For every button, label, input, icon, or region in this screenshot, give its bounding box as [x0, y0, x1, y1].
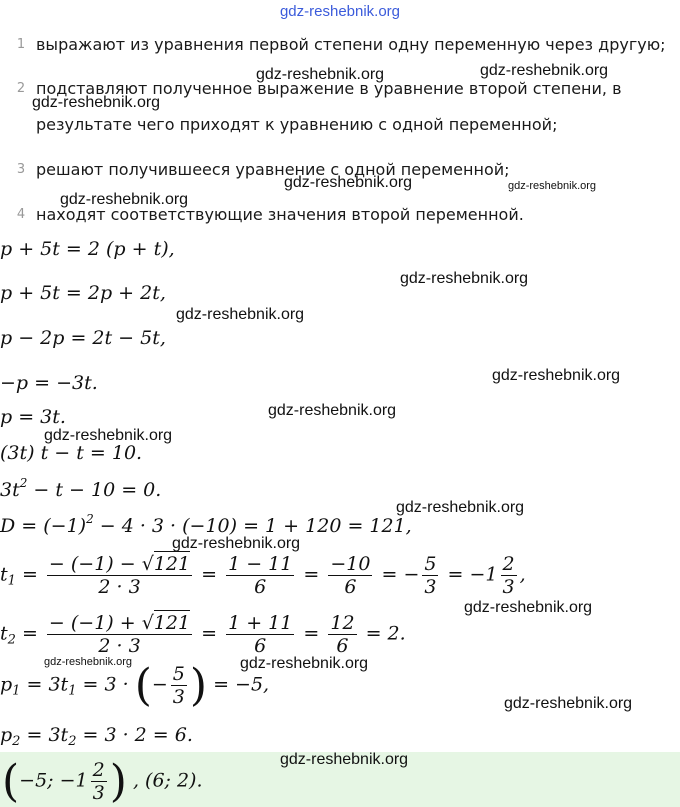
p1-b: = 3t — [20, 673, 69, 696]
step-text-line-2: результате чего приходят к уравнению с одной переменной; — [36, 115, 558, 134]
p2-asub: 2 — [12, 734, 21, 749]
p1-a: p — [0, 673, 13, 696]
t2-f3-num: 12 — [330, 612, 355, 634]
t2-root: 121 — [153, 612, 191, 634]
step-number: 1 — [16, 37, 26, 52]
site-header[interactable]: gdz-reshebnik.org — [279, 3, 401, 20]
eq7-sup: 2 — [19, 476, 28, 490]
watermark: gdz-reshebnik.org — [32, 94, 161, 111]
root-t2: $t_2$ = $\frac{- (-1) + √121}{2 \cdot 3}$ = $\frac{1 + 11}{6}$ = $\frac{12}{6}$ = 2. — [0, 612, 406, 657]
p1-frac — [171, 663, 187, 708]
equation-6: (3t) t − t = 10. — [0, 442, 143, 464]
disc-sup: 2 — [86, 512, 94, 526]
t2-frac-3 — [328, 612, 356, 657]
p1-bsub: 1 — [68, 683, 77, 699]
discriminant — [0, 512, 412, 537]
watermark: gdz-reshebnik.org — [284, 174, 413, 191]
t1-f4-num: 5 — [424, 553, 437, 575]
watermark: gdz-reshebnik.org — [480, 62, 609, 79]
t1-f1-num: − (−1) − — [48, 553, 142, 575]
t1-sub: 1 — [7, 573, 16, 589]
t1-f4-den: 3 — [424, 576, 437, 598]
t1-root: 121 — [153, 553, 191, 575]
eq7-b: − t − 10 = 0. — [27, 479, 162, 501]
watermark: gdz-reshebnik.org — [268, 402, 397, 419]
equation-4: −p = −3t. — [0, 372, 98, 394]
step-number: 3 — [16, 162, 26, 177]
equation-2: p + 5t = 2p + 2t, — [0, 282, 166, 304]
t1-mixed-den: 3 — [502, 576, 515, 598]
watermark: gdz-reshebnik.org — [492, 367, 621, 384]
t1-f2-den: 6 — [254, 576, 267, 598]
t1-mixed-whole: −1 — [469, 563, 498, 586]
p1-asub: 1 — [12, 683, 21, 699]
p2-a: p — [0, 724, 13, 746]
t1-lhs: t — [0, 563, 8, 586]
step-number: 4 — [16, 207, 26, 222]
t1-f3-den: 6 — [344, 576, 357, 598]
open-paren-icon: ( — [2, 756, 20, 807]
t2-frac-1: $\frac{- (-1) + √121}{2 \cdot 3}$ — [48, 612, 191, 657]
t1-eq: = — [15, 563, 44, 586]
t1-tail: , — [519, 563, 526, 586]
t1-frac-1: $\frac{- (-1) - √121}{2 \cdot 3}$ — [48, 553, 191, 598]
eq7-a: 3t — [0, 479, 20, 501]
p1-c: = 3 · — [76, 673, 135, 696]
equation-3: p − 2p = 2t − 5t, — [0, 327, 166, 349]
t2-result: 2. — [387, 622, 406, 645]
open-paren-icon: ( — [134, 660, 152, 711]
step-text: решают получившееся уравнение с одной переменной; — [36, 160, 510, 179]
t1-mixed-num: 2 — [502, 553, 515, 575]
watermark: gdz-reshebnik.org — [44, 656, 133, 668]
close-paren-icon: ) — [109, 756, 127, 807]
t1-frac-4 — [422, 553, 438, 598]
t2-frac-2 — [226, 612, 294, 657]
watermark: gdz-reshebnik.org — [464, 599, 593, 616]
disc-b: − 4 · 3 · (−10) = 1 + 120 = 121, — [93, 515, 412, 537]
p2-c: = 3 · 2 = 6. — [76, 724, 193, 746]
p1-frac-den: 3 — [172, 686, 185, 708]
answer-frac — [91, 759, 107, 804]
t2-eq: = — [15, 622, 44, 645]
watermark: gdz-reshebnik.org — [280, 751, 409, 768]
answer-sep: , — [126, 769, 146, 792]
t1-mixed-frac — [501, 553, 517, 598]
watermark: gdz-reshebnik.org — [508, 180, 597, 192]
close-paren-icon: ) — [189, 660, 208, 711]
watermark: gdz-reshebnik.org — [256, 66, 385, 83]
t1-frac-3 — [328, 553, 372, 598]
equation-5: p = 3t. — [0, 406, 66, 428]
watermark: gdz-reshebnik.org — [176, 306, 305, 323]
watermark: gdz-reshebnik.org — [400, 270, 529, 287]
watermark: gdz-reshebnik.org — [44, 427, 173, 444]
watermark: gdz-reshebnik.org — [240, 655, 369, 672]
answer — [2, 756, 203, 807]
answer-frac-num: 2 — [92, 759, 105, 781]
answer-first: −5; −1 — [19, 769, 88, 792]
value-p2 — [0, 724, 193, 749]
t2-f2-den: 6 — [254, 635, 267, 657]
step-text: выражают из уравнения первой степени одну переменную через другую; — [36, 35, 666, 54]
t1-frac-2 — [226, 553, 294, 598]
p1-frac-num: 5 — [172, 663, 185, 685]
t2-f2-num: 1 + 11 — [228, 612, 293, 634]
t1-f2-num: 1 − 11 — [228, 553, 293, 575]
root-t1: $t_1$ = $\frac{- (-1) - √121}{2 \cdot 3}$ = $\frac{1 - 11}{6}$ = $\frac{-10}{6}$ = − $\frac{5}{3}$ = −1 $\frac{2}{3}$ , — [0, 553, 526, 598]
equation-1: p + 5t = 2 (p + t), — [0, 238, 175, 260]
t2-f1-den: 2 · 3 — [98, 635, 141, 657]
value-p1 — [0, 660, 269, 711]
t1-f1-den: 2 · 3 — [98, 576, 141, 598]
step-text: находят соответствующие значения второй переменной. — [36, 205, 524, 224]
p1-d: = −5, — [207, 673, 270, 696]
watermark: gdz-reshebnik.org — [504, 695, 633, 712]
t2-f3-den: 6 — [336, 635, 349, 657]
p2-b: = 3t — [20, 724, 69, 746]
watermark: gdz-reshebnik.org — [396, 499, 525, 516]
t2-sub: 2 — [7, 632, 16, 648]
answer-frac-den: 3 — [92, 782, 105, 804]
t2-f1-num: − (−1) + — [48, 612, 142, 634]
p2-bsub: 2 — [68, 734, 77, 749]
step-number: 2 — [16, 81, 26, 96]
p1-frac-sign: − — [151, 673, 168, 696]
step-text-line-1: подставляют полученное выражение в уравнение второй степени, в — [36, 79, 622, 98]
answer-second: (6; 2). — [145, 769, 203, 792]
disc-a: D = (−1) — [0, 515, 87, 537]
t2-lhs: t — [0, 622, 8, 645]
t1-f3-num: −10 — [330, 553, 371, 575]
t1-f4-sign: − — [403, 563, 420, 586]
watermark: gdz-reshebnik.org — [60, 191, 189, 208]
equation-7 — [0, 476, 161, 501]
watermark: gdz-reshebnik.org — [172, 535, 301, 552]
